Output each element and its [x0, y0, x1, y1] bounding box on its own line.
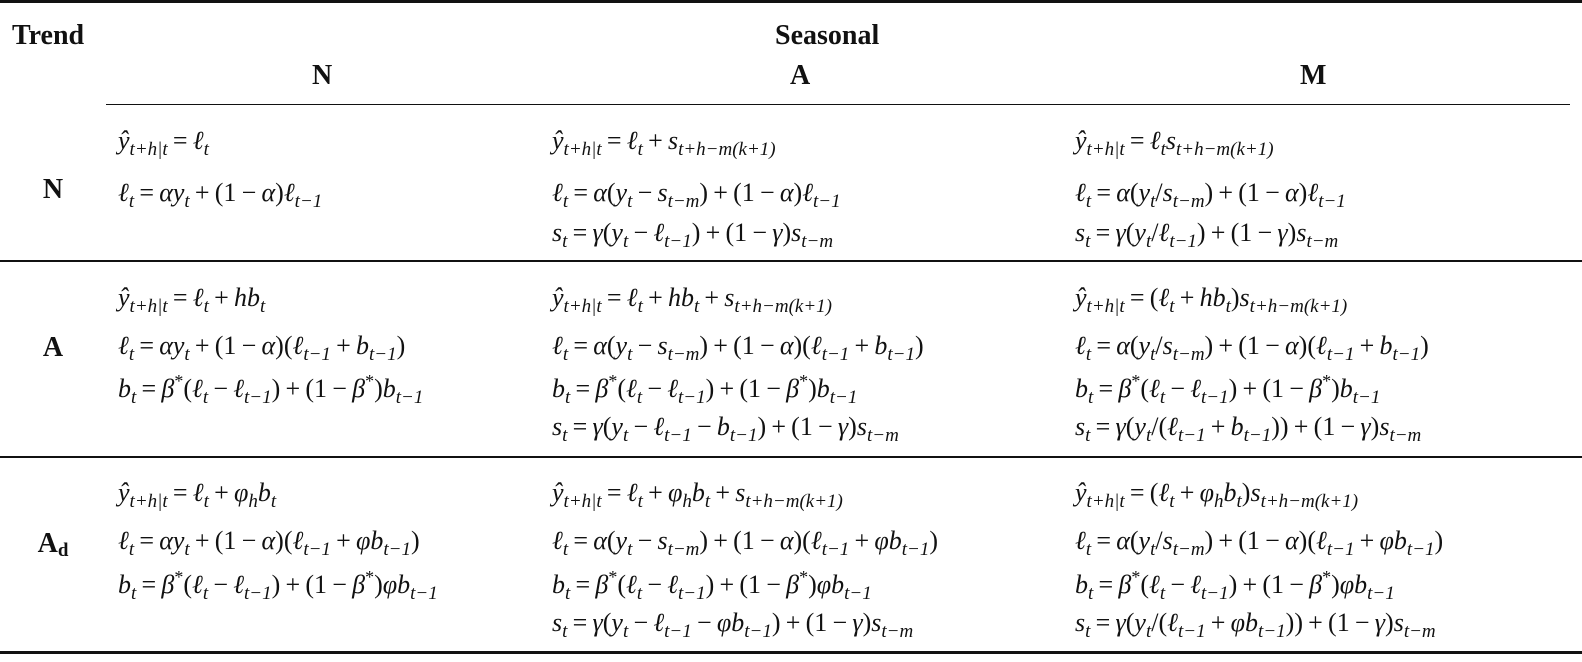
equation-r3-n-line2: ℓ$_t$ = $\alpha y_t + (1$ − α)(ℓ$_{t-1}$ + $\varphi b_{t-1}$)	[118, 526, 420, 560]
equation-r3-n-line1: $ŷ_{t+h|t}$ = ℓ$_t$ + $\varphi_hb_t$	[118, 478, 277, 512]
equation-r3-a-line2: ℓ$_t$ = $\alpha(y_t - s_{t-m}) + (1$ − α)(ℓ$_{t-1}$ + $\varphi b_{t-1}$)	[552, 526, 939, 560]
equation-r2-a-line2: ℓ$_t$ = $\alpha(y_t - s_{t-m}) + (1$ − α)(ℓ$_{t-1}$ + $b_{t-1}$)	[552, 331, 924, 365]
seasonal-header: Seasonal	[775, 20, 880, 51]
top-rule	[0, 0, 1582, 3]
equation-r2-n-line2: ℓ$_t$ = $\alpha y_t + (1$ − α)(ℓ$_{t-1}$ + $b_{t-1}$)	[118, 331, 406, 365]
bottom-rule	[0, 651, 1582, 654]
col-header-a: A	[790, 60, 811, 91]
equation-r2-m-line1: $ŷ_{t+h|t}$ = (ℓ$_t$ + $hb_t)s_{t+h-m(k+1)}$	[1075, 283, 1348, 317]
equation-r3-a-line3: $b_t$ = β*(ℓ$_t$ − ℓ$_{t-1}$) + $(1 - \beta^*)\varphi b_{t-1}$	[552, 567, 872, 604]
col-header-n: N	[312, 60, 333, 91]
equation-r2-m-line4: $s_t$ = $\gamma(y_t/(\ell_{t-1} + b_{t-1})) + (1 - \gamma)s_{t-m}$	[1075, 412, 1422, 446]
equation-r3-m-line1: $ŷ_{t+h|t}$ = (ℓ$_t$ + $\varphi_hb_t)s_{t+h-m(k+1)}$	[1075, 478, 1359, 512]
equation-r2-n-line3: $b_t$ = β*(ℓ$_t$ − ℓ$_{t-1}$) + $(1 - \beta^*)b_{t-1}$	[118, 371, 424, 408]
equation-r2-m-line2: ℓ$_t$ = $\alpha(y_t/s_{t-m}) + (1$ − α)(ℓ$_{t-1}$ + $b_{t-1}$)	[1075, 331, 1429, 365]
equation-r1-a-line3: $s_t = \gamma(y_t$ − ℓ$_{t-1}$) + $(1 - \gamma)s_{t-m}$	[552, 218, 834, 252]
equation-r3-n-line3: $b_t$ = β*(ℓ$_t$ − ℓ$_{t-1}$) + $(1 - \beta^*)\varphi b_{t-1}$	[118, 567, 438, 604]
row-label-a: A	[42, 332, 64, 363]
equation-r3-m-line4: $s_t$ = $\gamma(y_t/(\ell_{t-1} + \varphi b_{t-1})) + (1 - \gamma)s_{t-m}$	[1075, 608, 1436, 642]
col-header-m: M	[1300, 60, 1327, 91]
row-divider-2	[0, 456, 1582, 458]
equation-r2-a-line3: $b_t$ = β*(ℓ$_t$ − ℓ$_{t-1}$) + $(1 - \beta^*)b_{t-1}$	[552, 371, 858, 408]
row-divider-1	[0, 260, 1582, 262]
equation-r1-m-line1: $ŷ_{t+h|t}$ = $\ell_ts_{t+h-m(k+1)}$	[1075, 126, 1274, 160]
equation-r3-m-line3: $b_t$ = β*(ℓ$_t$ − ℓ$_{t-1}$) + $(1 - \beta^*)\varphi b_{t-1}$	[1075, 567, 1395, 604]
equation-r3-a-line1: $ŷ_{t+h|t}$ = ℓ$_t$ + $\varphi_hb_t + s_{t+h-m(k+1)}$	[552, 478, 843, 512]
equation-r1-a-line2: ℓ$_t$ = $\alpha(y_t - s_{t-m}) + (1$ − α)ℓ$_{t-1}$	[552, 178, 841, 212]
trend-header: Trend	[12, 20, 85, 51]
equation-r2-n-line1: $ŷ_{t+h|t}$ = ℓ$_t$ + $hb_t$	[118, 283, 266, 317]
equation-r3-m-line2: ℓ$_t$ = $\alpha(y_t/s_{t-m}) + (1$ − α)(ℓ$_{t-1}$ + $\varphi b_{t-1}$)	[1075, 526, 1444, 560]
equation-r1-n-line2: ℓ$_t$ = $\alpha y_t + (1$ − α)ℓ$_{t-1}$	[118, 178, 323, 212]
equation-r2-a-line1: $ŷ_{t+h|t}$ = ℓ$_t$ + $hb_t + s_{t+h-m(k+1)}$	[552, 283, 832, 317]
equation-r2-a-line4: $s_t = \gamma(y_t$ − ℓ$_{t-1}$ − $b_{t-1}) + (1 - \gamma)s_{t-m}$	[552, 412, 899, 446]
equation-r1-m-line3: $s_t$ = $\gamma(y_t/\ell_{t-1}) + (1 - \gamma)s_{t-m}$	[1075, 218, 1339, 252]
row-label-n: N	[42, 174, 64, 205]
header-midrule	[106, 104, 1570, 105]
equation-r1-n-line1: $ŷ_{t+h|t}$ = ℓ$_t$	[118, 126, 209, 160]
row-label-ad: $A_d$	[37, 528, 69, 561]
equation-r1-a-line1: $ŷ_{t+h|t}$ = ℓ$_t$ + $s_{t+h-m(k+1)}$	[552, 126, 776, 160]
equation-r3-a-line4: $s_t = \gamma(y_t$ − ℓ$_{t-1}$ − $\varphi b_{t-1}) + (1 - \gamma)s_{t-m}$	[552, 608, 914, 642]
equation-r1-m-line2: ℓ$_t$ = $\alpha(y_t/s_{t-m}) + (1$ − α)ℓ$_{t-1}$	[1075, 178, 1346, 212]
equation-r2-m-line3: $b_t$ = β*(ℓ$_t$ − ℓ$_{t-1}$) + $(1 - \beta^*)b_{t-1}$	[1075, 371, 1381, 408]
